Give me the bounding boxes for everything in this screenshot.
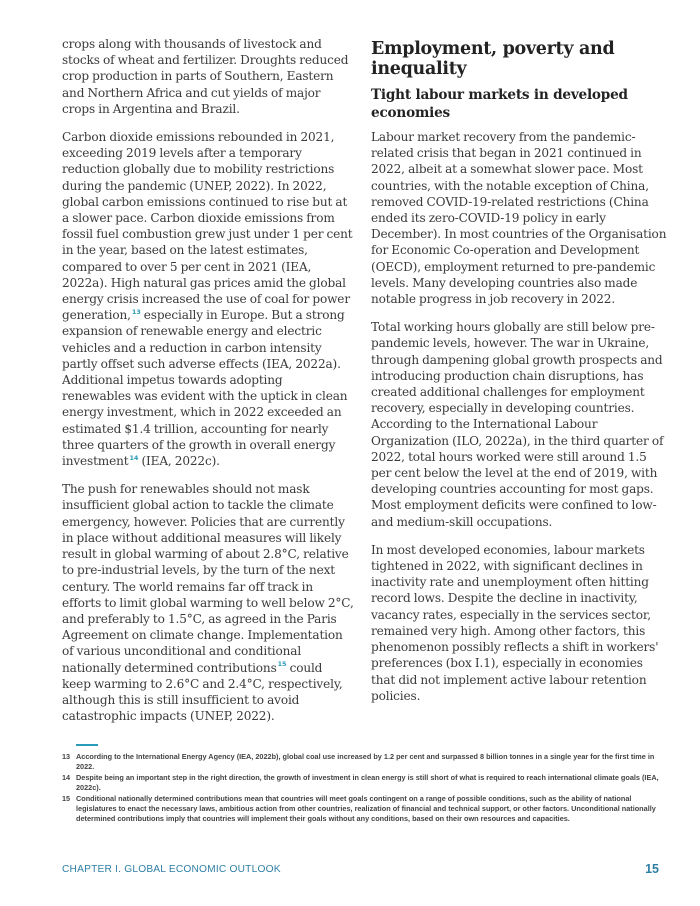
paragraph-developed-economies: In most developed economies, labour markets tightened in 2022, with significant declines in inactivity rate and unemployment often hitting record lows. Despite the decline in inactivity, vacancy rates, especially in the services sector, remained very high. Among other factors, this phenomenon possibly reflects a shift in workers' preferences (box I.1), especially in economies that did not implement active labour retention policies.	[371, 542, 659, 703]
right-column	[371, 36, 667, 716]
page-number: 15	[645, 862, 659, 876]
paragraph-crops: crops along with thousands of livestock and stocks of wheat and fertilizer. Droughts reduced crop production in parts of Southern, Eastern and Northern Africa and cut yields of major crops in Argentina and Brazil.	[62, 37, 349, 116]
subsection-heading: Tight labour markets in developed economies	[371, 87, 628, 121]
page-footer	[62, 862, 659, 876]
paragraph-text: Carbon dioxide emissions rebounded in 2021, exceeding 2019 levels after a temporary reduction globally due to mobility restrictions during the pandemic (UNEP, 2022). In 2022, global carbon emissions continued to rise but at a slower pace. Carbon dioxide emissions from fossil fuel combustion grew just under 1 per cent in the year, based on the latest estimates, compared to over 5 per cent in 2021 (IEA, 2022a). High natural gas prices amid the global energy crisis increased the use of coal for power generation,	[62, 130, 353, 323]
footnote-number: 15	[62, 793, 71, 803]
footnote-ref-14[interactable]: 14	[129, 454, 139, 463]
paragraph-working-hours: Total working hours globally are still below pre-pandemic levels, however. The war in Ukraine, through dampening global growth prospects and introducing production chain disruptions, has created additional challenges for employment recovery, especially in developing countries. According to the International Labour Organization (ILO, 2022a), in the third quarter of 2022, total hours worked were still around 1.5 per cent below the level at the end of 2019, with developing countries accounting for most gaps. Most employment deficits were confined to low- and medium-skill occupations.	[371, 320, 664, 529]
footnote-ref-15[interactable]: 15	[277, 660, 287, 669]
footnote-text: According to the International Energy Agency (IEA, 2022b), global coal use increased by 1.2 per cent and surpassed 8 billion tonnes in a single year for the first time in 2022.	[76, 752, 655, 772]
footnote-number: 13	[62, 752, 71, 761]
footnote-text: Conditional nationally determined contributions mean that countries will meet goals contingent on a range of possible conditions, such as the ability of national legislatures to enact the necessary laws, ambitious action from other countries, realization of financial and technical support, or other factors. Unconditional nationally determined contributions imply that countries will implement their goals without any conditions, based on their own resources and capacities.	[76, 793, 656, 824]
paragraph-text: (IEA, 2022c).	[138, 454, 220, 469]
paragraph-renewables	[62, 481, 354, 724]
footnote-text: Despite being an important step in the right direction, the growth of investment in clean energy is still short of what is required to reach international climate goals (IEA, 2022c).	[76, 772, 659, 793]
footnote-15	[62, 794, 667, 825]
left-column	[62, 36, 354, 736]
footnote-number: 14	[62, 772, 71, 782]
chapter-title: CHAPTER I. GLOBAL ECONOMIC OUTLOOK	[62, 863, 281, 875]
footnote-14	[62, 773, 667, 793]
paragraph-carbon-emissions	[62, 129, 354, 469]
paragraph-text: especially in Europe. But a strong expansion of renewable energy and electric vehicles and a reduction in carbon intensity partly offset such adverse effects (IEA, 2022a). Additional impetus towards adopting renewables was evident with the uptick in clean energy investment, which in 2022 exceeded an estimated $1.4 trillion, accounting for nearly three quarters of the growth in overall energy investment	[62, 308, 348, 469]
footnotes	[62, 744, 667, 825]
footnote-13	[62, 752, 667, 772]
footnote-ref-13[interactable]: 13	[131, 308, 141, 317]
paragraph-text: The push for renewables should not mask insufficient global action to tackle the climate emergency, however. Policies that are currently in place without additional measures will likely result in global warming of about 2.8°C, relative to pre-industrial levels, by the turn of the next century. The world remains far off track in efforts to limit global warming to well below 2°C, and preferably to 1.5°C, as agreed in the Paris Agreement on climate change. Implementation of various unconditional and conditional nationally determined contributions	[62, 482, 354, 675]
footnote-divider	[76, 744, 98, 746]
paragraph-text: could keep warming to 2.6°C and 2.4°C, respectively, although this is still insufficient to avoid catastrophic impacts (UNEP, 2022).	[62, 660, 343, 724]
section-heading: Employment, poverty and inequality	[371, 39, 615, 79]
paragraph-labour-recovery: Labour market recovery from the pandemic-related crisis that began in 2021 continued in 2022, albeit at a somewhat slower pace. Most countries, with the notable exception of China, removed COVID-19-related restrictions (China ended its zero-COVID-19 policy in early December). In most countries of the Organisation for Economic Co-operation and Development (OECD), employment returned to pre-pandemic levels. Many developing countries also made notable progress in job recovery in 2022.	[371, 130, 667, 307]
